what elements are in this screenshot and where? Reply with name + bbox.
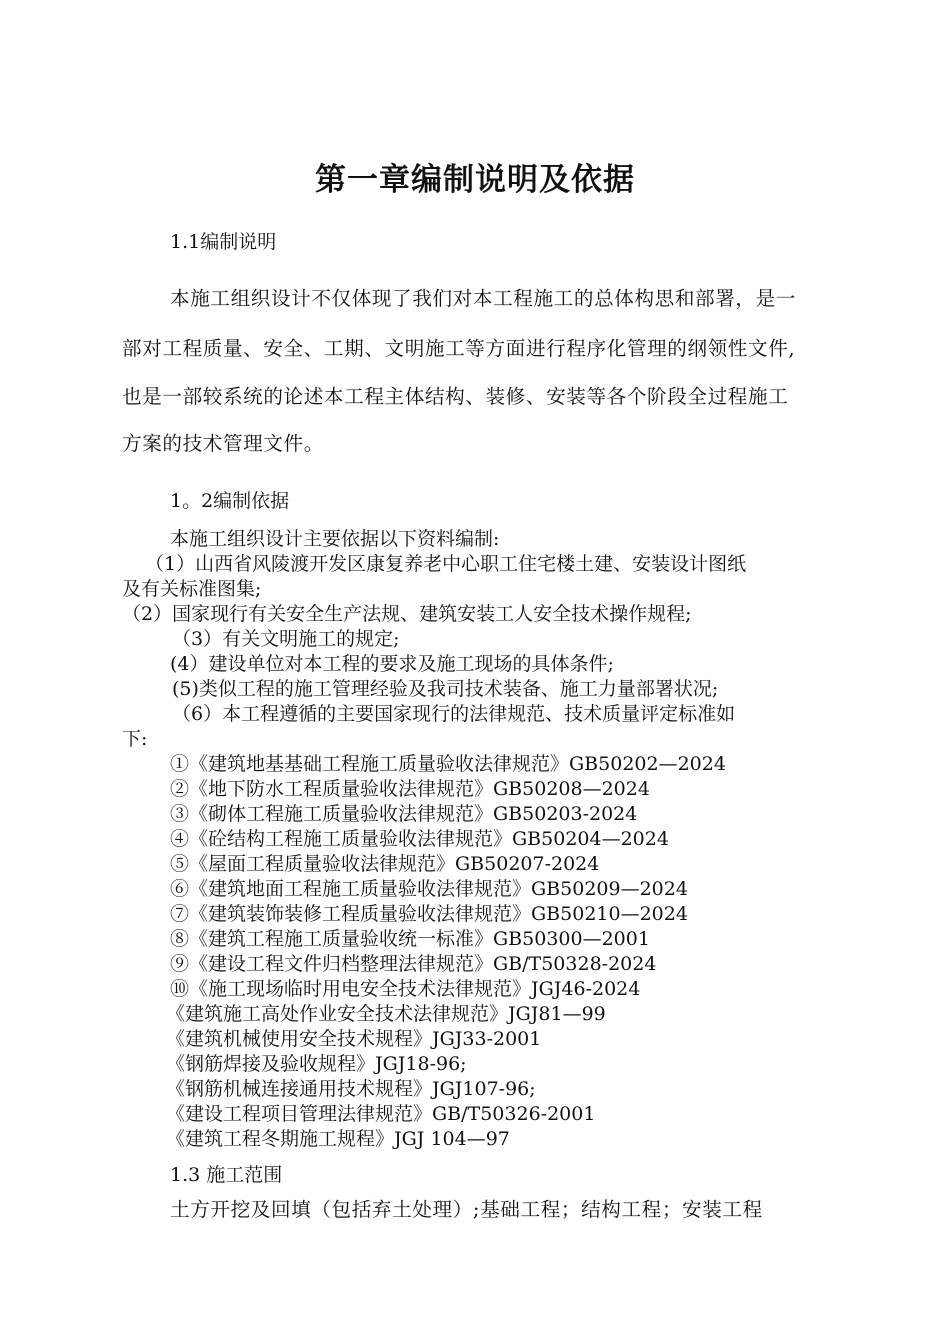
- paragraph-line: 部对工程质量、安全、工期、文明施工等方面进行程序化管理的纲领性文件,: [122, 337, 796, 360]
- section-heading-1-2: 1。2编制依据: [170, 490, 290, 512]
- standard-item: ⑧《建筑工程施工质量验收统一标准》GB50300—2001: [170, 928, 650, 950]
- standard-item: ⑥《建筑地面工程施工质量验收法律规范》GB50209—2024: [170, 878, 688, 900]
- standard-item: ⑨《建设工程文件归档整理法律规范》GB/T50328-2024: [170, 953, 657, 975]
- scope-paragraph: 土方开挖及回填（包括弃土处理）;基础工程；结构工程；安装工程: [170, 1198, 763, 1221]
- standard-item: 《建筑机械使用安全技术规程》JGJ33-2001: [166, 1028, 542, 1050]
- standard-item: ⑦《建筑装饰装修工程质量验收法律规范》GB50210—2024: [170, 903, 688, 925]
- basis-item: (5)类似工程的施工管理经验及我司技术装备、施工力量部署状况;: [172, 678, 719, 700]
- standard-item: ⑩《施工现场临时用电安全技术法律规范》JGJ46-2024: [170, 978, 641, 1000]
- standard-item: 《钢筋焊接及验收规程》JGJ18-96;: [166, 1053, 467, 1075]
- standard-item: 《建筑施工高处作业安全技术法律规范》JGJ81—99: [166, 1003, 606, 1025]
- standard-item: ①《建筑地基基础工程施工质量验收法律规范》GB50202—2024: [170, 753, 726, 775]
- basis-item: （2）国家现行有关安全生产法规、建筑安装工人安全技术操作规程;: [122, 603, 692, 625]
- basis-item: （3）有关文明施工的规定;: [172, 628, 400, 650]
- basis-item: 及有关标准图集;: [122, 578, 262, 600]
- standard-item: ③《砌体工程施工质量验收法律规范》GB50203-2024: [170, 803, 638, 825]
- basis-item: （1）山西省风陵渡开发区康复养老中心职工住宅楼土建、安装设计图纸: [145, 553, 747, 575]
- section-heading-1-1: 1.1编制说明: [170, 231, 277, 253]
- standard-item: ④《砼结构工程施工质量验收法律规范》GB50204—2024: [170, 828, 669, 850]
- standard-item: 《钢筋机械连接通用技术规程》JGJ107-96;: [166, 1078, 536, 1100]
- standard-item: ⑤《屋面工程质量验收法律规范》GB50207-2024: [170, 853, 600, 875]
- basis-item: (4）建设单位对本工程的要求及施工现场的具体条件;: [170, 653, 614, 675]
- basis-item: （6）本工程遵循的主要国家现行的法律规范、技术质量评定标准如: [172, 703, 736, 725]
- chapter-title: 第一章编制说明及依据: [315, 162, 635, 198]
- paragraph-line: 也是一部较系统的论述本工程主体结构、装修、安装等各个阶段全过程施工: [122, 385, 789, 408]
- standard-item: 《建筑工程冬期施工规程》JGJ 104—97: [166, 1128, 510, 1150]
- section-heading-1-3: 1.3 施工范围: [170, 1164, 283, 1186]
- standard-item: 《建设工程项目管理法律规范》GB/T50326-2001: [166, 1103, 596, 1125]
- basis-item: 下:: [122, 728, 148, 750]
- paragraph-line: 本施工组织设计不仅体现了我们对本工程施工的总体构思和部署，是一: [170, 287, 797, 310]
- basis-intro: 本施工组织设计主要依据以下资料编制:: [170, 528, 500, 550]
- standard-item: ②《地下防水工程质量验收法律规范》GB50208—2024: [170, 778, 650, 800]
- paragraph-line: 方案的技术管理文件。: [122, 432, 324, 455]
